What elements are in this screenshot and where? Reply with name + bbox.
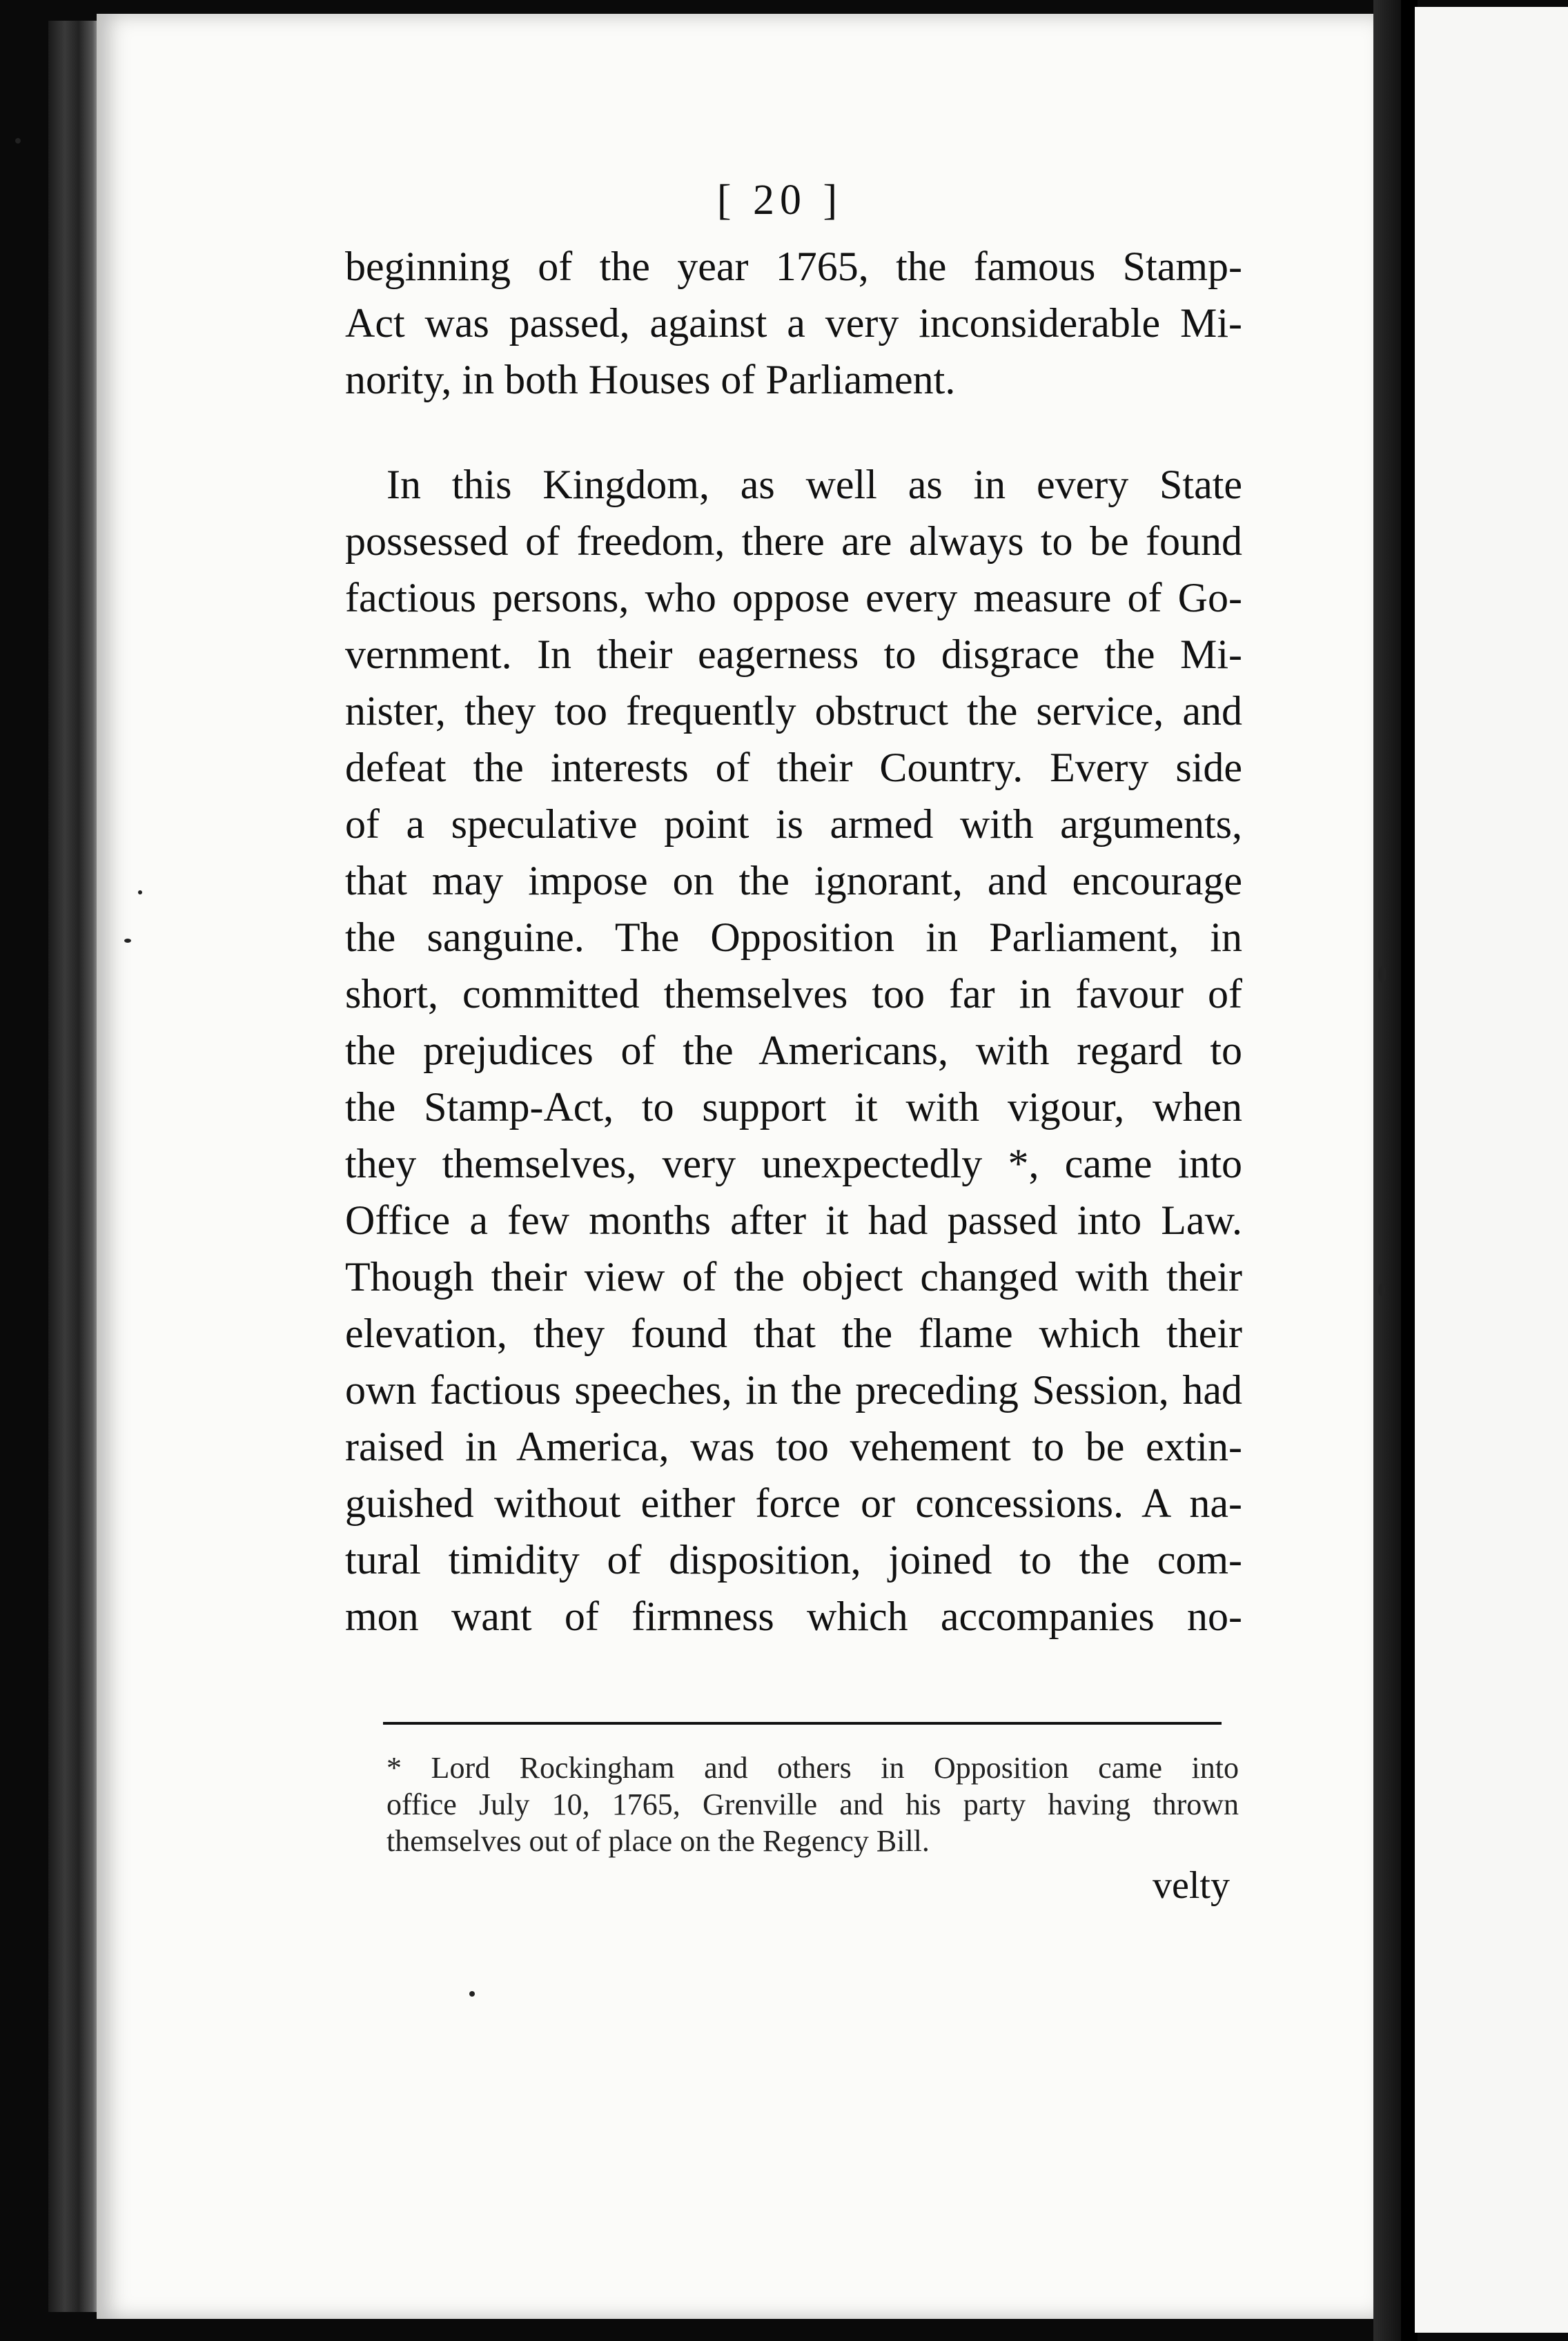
text-line: In this Kingdom, as well as in every State <box>386 462 1242 507</box>
text-line: nority, in both Houses of Parliament. <box>345 357 956 402</box>
text-line: factious persons, who oppose every measure of Go- <box>345 575 1242 620</box>
paragraph-2 <box>345 456 1242 1645</box>
footnote-rule <box>383 1722 1222 1725</box>
text-line: short, committed themselves too far in favour of <box>345 971 1242 1017</box>
text-line: own factious speeches, in the preceding Session, had <box>345 1367 1242 1413</box>
body-text <box>345 238 1242 1645</box>
text-line: tural timidity of disposition, joined to the com- <box>345 1537 1242 1583</box>
paragraph-gap <box>345 408 1242 456</box>
footnote-line: themselves out of place on the Regency Bill. <box>386 1824 930 1858</box>
text-line: nister, they too frequently obstruct the service, and <box>345 688 1242 734</box>
text-line: defeat the interests of their Country. Every side <box>345 745 1242 790</box>
text-line: the sanguine. The Opposition in Parliament, in <box>345 914 1242 960</box>
footnote <box>386 1750 1239 1859</box>
text-line: mon want of firmness which accompanies no- <box>345 1594 1242 1639</box>
text-line: elevation, they found that the flame which their <box>345 1311 1242 1356</box>
text-line: guished without either force or concessions. A na- <box>345 1480 1242 1526</box>
footnote-line: office July 10, 1765, Grenville and his party having thrown <box>386 1787 1239 1821</box>
text-line: raised in America, was too vehement to be extin- <box>345 1424 1242 1469</box>
page-number-header: [ 20 ] <box>716 177 843 224</box>
text-line: vernment. In their eagerness to disgrace the Mi- <box>345 631 1242 677</box>
text-line: beginning of the year 1765, the famous Stamp- <box>345 244 1242 289</box>
left-page-edge <box>48 21 104 2312</box>
footnote-line: * Lord Rockingham and others in Opposition came into <box>386 1751 1239 1785</box>
text-line: of a speculative point is armed with arguments, <box>345 801 1242 847</box>
facing-page-edge <box>1415 7 1568 2333</box>
text-line: Though their view of the object changed with their <box>345 1254 1242 1300</box>
catchword: velty <box>1153 1864 1230 1907</box>
text-line: that may impose on the ignorant, and encourage <box>345 858 1242 903</box>
text-line: possessed of freedom, there are always to be found <box>345 518 1242 564</box>
text-line: Act was passed, against a very inconsiderable Mi- <box>345 300 1242 346</box>
text-line: the Stamp-Act, to support it with vigour, when <box>345 1084 1242 1130</box>
text-line: they themselves, very unexpectedly *, came into <box>345 1141 1242 1186</box>
text-line: the prejudices of the Americans, with regard to <box>345 1028 1242 1073</box>
text-line: Office a few months after it had passed into Law. <box>345 1197 1242 1243</box>
paragraph-1 <box>345 238 1242 408</box>
